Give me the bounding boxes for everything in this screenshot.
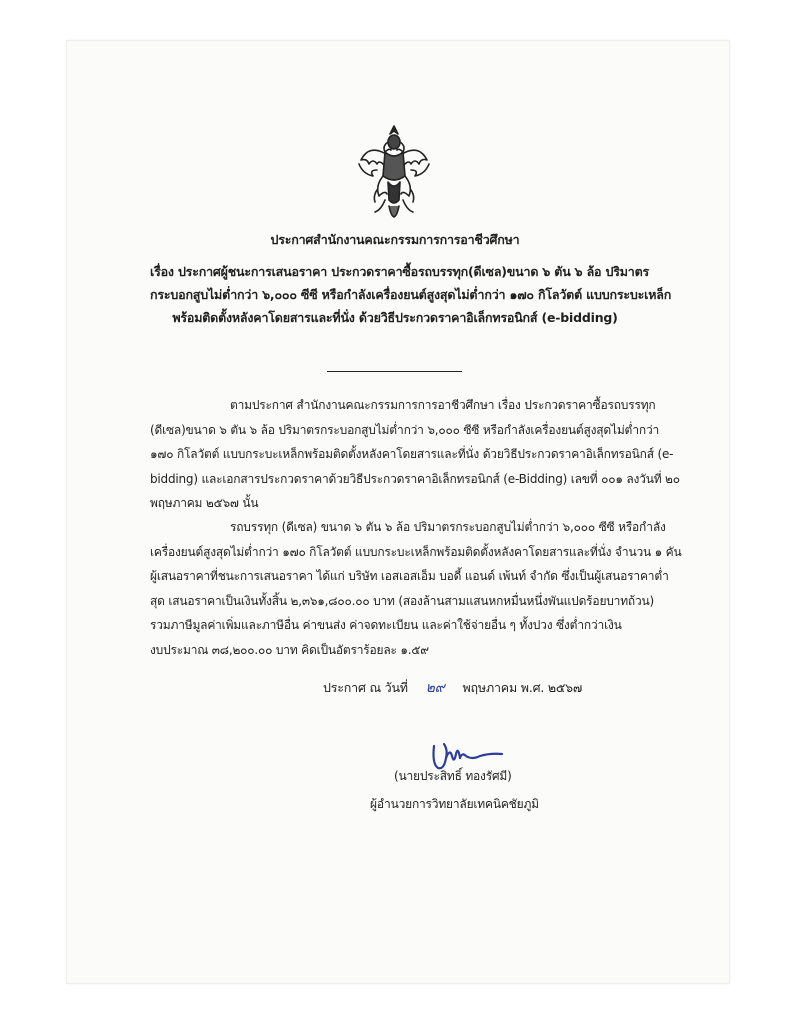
garuda-emblem-icon (355, 120, 433, 220)
issuer-title: ประกาศสำนักงานคณะกรรมการการอาชีวศึกษา (270, 232, 520, 247)
signatory-name: (นายประสิทธิ์ ทองรัศมี) (394, 769, 512, 783)
body-paragraph-1 (150, 393, 680, 516)
subject-line: พร้อมติดตั้งหลังคาโดยสารและที่นั่ง ด้วยวิธีประกวดราคาอิเล็กทรอนิกส์ (e-bidding) (172, 310, 618, 325)
paragraph-line: พฤษภาคม ๒๕๖๗ นั้น (150, 496, 259, 510)
paragraph-line: รวมภาษีมูลค่าเพิ่มและภาษีอื่น ค่าขนส่ง ค่าจดทะเบียน และค่าใช้จ่ายอื่น ๆ ทั้งปวง ซึ่งต่ำกว่าเงิน (150, 618, 622, 632)
dateline-text: ประกาศ ณ วันที่ (323, 680, 408, 695)
dateline-day: ๒๙ (425, 680, 445, 696)
paragraph-line: ผู้เสนอราคาที่ชนะการเสนอราคา ได้แก่ บริษัท เอสเอสเอ็ม บอดี้ แอนด์ เพ้นท์ จำกัด ซึ่งเป็นผู้เสนอราคาต่ำ (150, 569, 669, 583)
paragraph-line: รถบรรทุก (ดีเซล) ขนาด ๖ ตัน ๖ ล้อ ปริมาตรกระบอกสูบไม่ต่ำกว่า ๖,๐๐๐ ซีซี หรือกำลัง (230, 520, 666, 534)
subject-line: กระบอกสูบไม่ต่ำกว่า ๖,๐๐๐ ซีซี หรือกำลังเครื่องยนต์สูงสุดไม่ต่ำกว่า ๑๗๐ กิโลวัตต์ แบบกระบะเหล็ก (150, 287, 672, 302)
announcement-header (150, 228, 640, 251)
body-paragraph-2 (150, 515, 682, 662)
signatory-position: ผู้อำนวยการวิทยาลัยเทคนิคชัยภูมิ (370, 797, 539, 811)
paragraph-line: เครื่องยนต์สูงสุดไม่ต่ำกว่า ๑๗๐ กิโลวัตต์ แบบกระบะเหล็กพร้อมติดตั้งหลังคาโดยสารและที่นั่ง จำนวน ๑ คัน (150, 544, 682, 559)
announcement-subject (150, 260, 672, 329)
dateline-month-year: พฤษภาคม พ.ศ. ๒๕๖๗ (462, 680, 583, 695)
header-divider (327, 371, 462, 372)
paragraph-line: bidding) และเอกสารประกวดราคาด้วยวิธีประกวดราคาอิเล็กทรอนิกส์ (e-Bidding) เลขที่ ๐๐๑ ลงวันที่ ๒๐ (150, 471, 680, 486)
paragraph-line: ๑๗๐ กิโลวัตต์ แบบกระบะเหล็กพร้อมติดตั้งหลังคาโดยสารและที่นั่ง ด้วยวิธีประกวดราคาอิเล็กทรอนิกส์ (e- (150, 447, 674, 461)
dateline (323, 676, 582, 701)
paragraph-line: งบประมาณ ๓๘,๒๐๐.๐๐ บาท คิดเป็นอัตราร้อยละ ๑.๕๙ (150, 642, 429, 657)
subject-line: เรื่อง ประกาศผู้ชนะการเสนอราคา ประกวดราคาซื้อรถบรรทุก(ดีเซล)ขนาด ๖ ตัน ๖ ล้อ ปริมาตร (150, 264, 650, 279)
paragraph-line: สุด เสนอราคาเป็นเงินทั้งสิ้น ๒,๓๖๑,๘๐๐.๐๐ บาท (สองล้านสามแสนหกหมื่นหนึ่งพันแปดร้อยบาทถ้วน) (150, 593, 655, 608)
paragraph-line: ตามประกาศ สำนักงานคณะกรรมการการอาชีวศึกษา เรื่อง ประกวดราคาซื้อรถบรรทุก (230, 398, 656, 412)
paragraph-line: (ดีเซล)ขนาด ๖ ตัน ๖ ล้อ ปริมาตรกระบอกสูบไม่ต่ำกว่า ๖,๐๐๐ ซีซี หรือกำลังเครื่องยนต์สูงสุดไม่ต่ำกว่า (150, 422, 660, 437)
